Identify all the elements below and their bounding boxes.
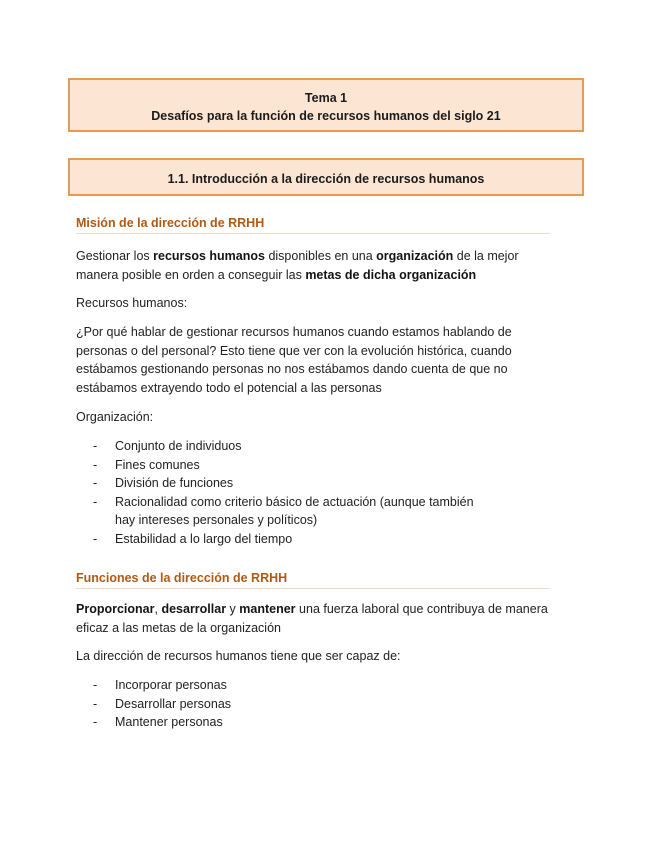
list-item: - Mantener personas [93,715,223,729]
mission-paragraph: Gestionar los recursos humanos disponibles en una organización de la mejor manera posible en orden a conseguir las metas de dicha organización [76,249,519,282]
list-item: - Racionalidad como criterio básico de actuación (aunque también hay intereses personales y políticos) [93,494,474,527]
functions-list [93,676,563,732]
question-paragraph: ¿Por qué hablar de gestionar recursos humanos cuando estamos hablando de personas o del personal? Esto tiene que ver con la evolución histórica, cuando estábamos gestionando personas no nos estábamos dando cuenta de que no estábamos extrayendo todo el potencial a las personas [76,325,512,395]
functions-paragraph: Proporcionar, desarrollar y mantener una fuerza laboral que contribuya de manera eficaz a las metas de la organización [76,602,548,635]
list-item: - División de funciones [93,476,234,490]
list-item: - Estabilidad a lo largo del tiempo [93,531,293,546]
section-box [68,158,584,196]
list-item: - Conjunto de individuos [93,439,242,453]
title-box [68,78,584,132]
organizacion-label: Organización: [76,410,154,424]
recursos-label: Recursos humanos: [76,296,188,310]
section-title: 1.1. Introducción a la dirección de recursos humanos [167,172,485,186]
capable-label: La dirección de recursos humanos tiene que ser capaz de: [76,649,401,663]
topic-title: Tema 1 [304,91,348,105]
functions-heading: Funciones de la dirección de RRHH [76,571,550,589]
mission-heading: Misión de la dirección de RRHH [76,216,550,234]
list-item: - Fines comunes [93,457,200,472]
organization-list [93,437,563,548]
list-item: - Desarrollar personas [93,696,232,711]
list-item: - Incorporar personas [93,678,227,692]
topic-subtitle: Desafíos para la función de recursos humanos del siglo 21 [151,109,501,123]
